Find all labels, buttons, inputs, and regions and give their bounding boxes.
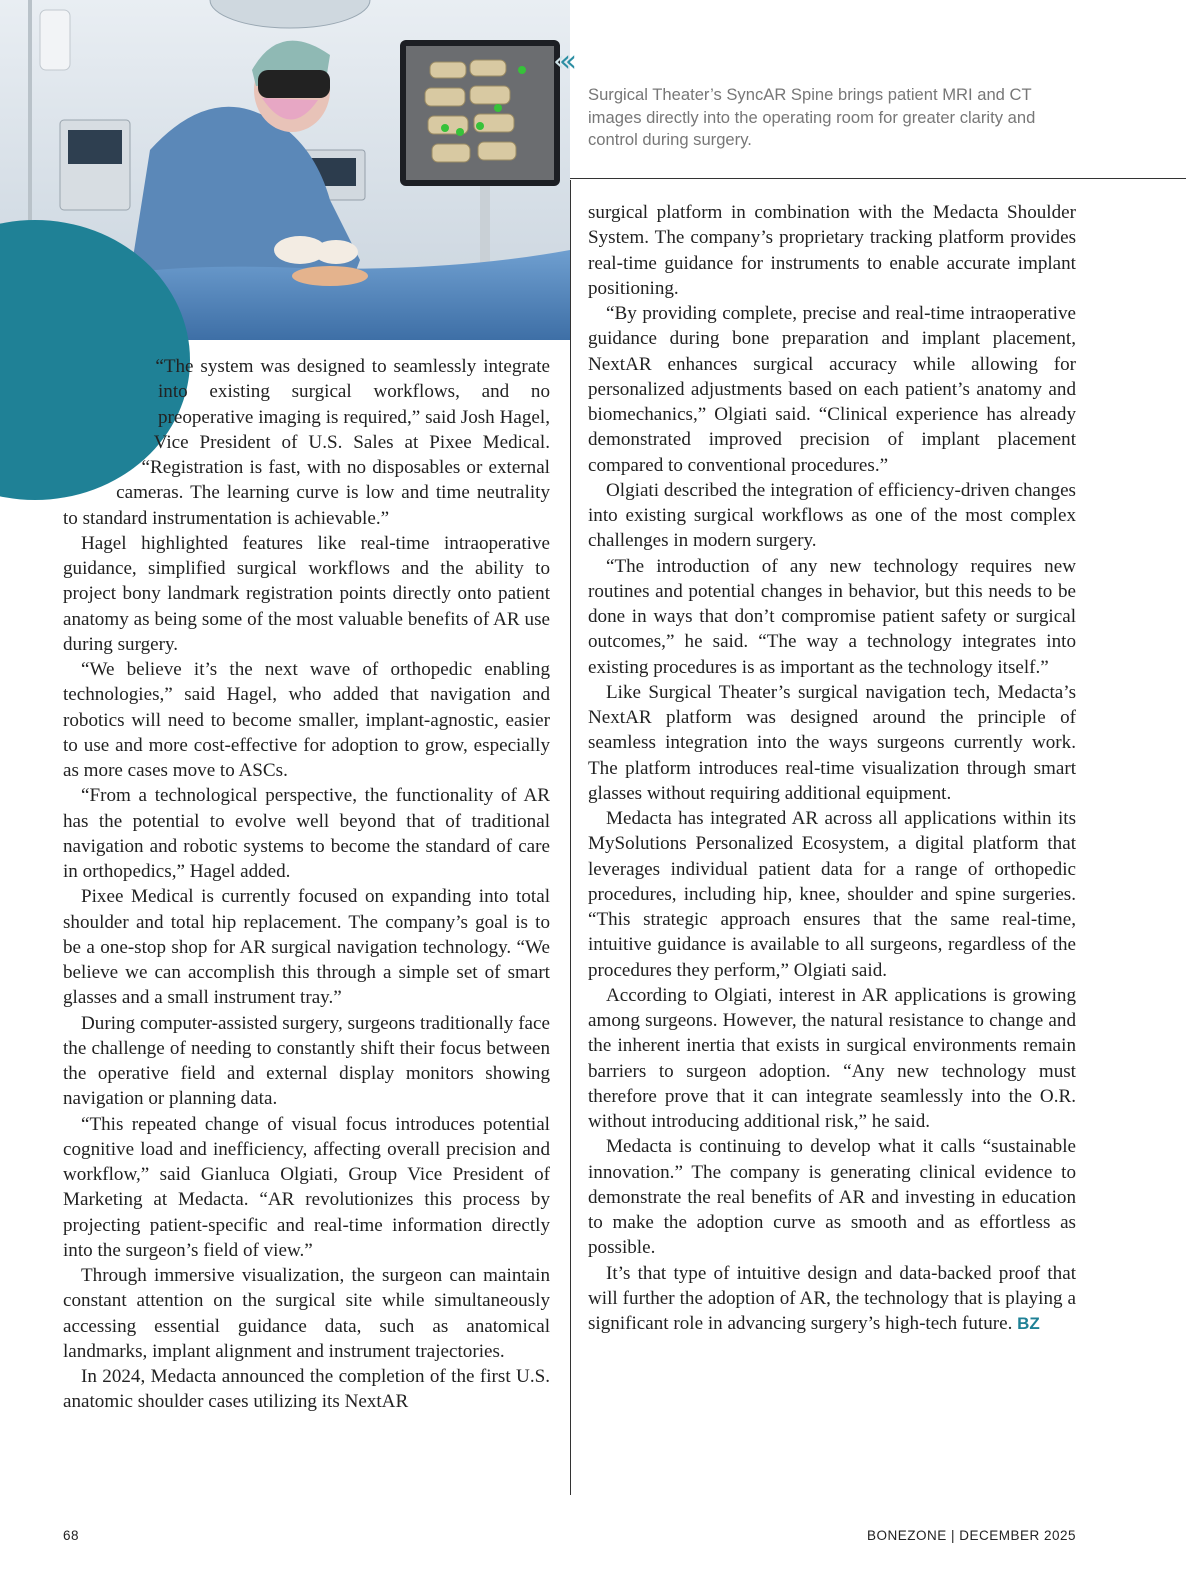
left-column xyxy=(63,354,550,1415)
final-paragraph xyxy=(588,1261,1076,1337)
caption-divider xyxy=(570,178,1186,179)
column-divider xyxy=(570,180,571,1495)
paragraph: Like Surgical Theater’s surgical navigation tech, Medacta’s NextAR platform was designed around the principle of seamless integration into the ways surgeons currently work. The platform introduces real-time visualization through smart glasses without requiring additional equipment. xyxy=(588,681,1076,804)
paragraph: According to Olgiati, interest in AR applications is growing among surgeons. However, the natural resistance to change and the inherent inertia that exists in surgical environments remain barriers to surgeon adoption. “Any new technology must therefore prove that it can integrate seamlessly into the O.R. without introducing additional risk,” he said. xyxy=(588,984,1076,1132)
paragraph-text: It’s that type of intuitive design and data-backed proof that will further the adoption of AR, the technology that is playing a significant role in advancing surgery’s high-tech future. xyxy=(588,1262,1076,1334)
chevron-left-icon: ‹ xyxy=(553,44,559,79)
paragraph: Olgiati described the integration of efficiency-driven changes into existing surgical workflows as one of the most complex challenges in modern surgery. xyxy=(588,479,1076,552)
publication-footer: BONEZONE | DECEMBER 2025 xyxy=(866,1528,1076,1543)
chevron-left-icon: ‹ xyxy=(565,44,571,79)
end-mark-logo: BZ xyxy=(1017,1314,1040,1333)
paragraph: “From a technological perspective, the functionality of AR has the potential to evolve well beyond that of traditional navigation and robotic systems to become the standard of care in orthopedics,” Hagel added. xyxy=(63,785,550,882)
paragraph: In 2024, Medacta announced the completion of the first U.S. anatomic shoulder cases utilizing its NextAR xyxy=(63,1366,550,1413)
paragraph: “The system was designed to seamlessly integrate into existing surgical workflows, and no preoperative imaging is required,” said Josh Hagel, Vice President of U.S. Sales at Pixee Medical. “Registration is fast, with no disposables or external cameras. The learning curve is low and time neutrality to standard instrumentation is achievable.” xyxy=(63,356,550,529)
paragraph: Hagel highlighted features like real-time intraoperative guidance, simplified surgical workflows and the ability to project bony landmark registration points directly onto patient anatomy as being some of the most valuable benefits of AR use during surgery. xyxy=(63,532,550,655)
paragraph: “The introduction of any new technology requires new routines and potential changes in behavior, but this needs to be done in ways that don’t compromise patient safety or surgical outcomes,” he said. “The way a technology integrates into existing procedures is as important as the technology itself.” xyxy=(588,555,1076,678)
photo-caption: Surgical Theater’s SyncAR Spine brings patient MRI and CT images directly into the operating room for greater clarity and control during surgery. xyxy=(588,85,1036,149)
paragraph: surgical platform in combination with the Medacta Shoulder System. The company’s proprietary tracking platform provides real-time guidance for instruments to enable accurate implant positioning. xyxy=(588,202,1076,299)
chevron-left-icon: ‹ xyxy=(559,44,565,79)
paragraph: “By providing complete, precise and real-time intraoperative guidance during bone preparation and implant placement, NextAR enhances surgical accuracy while allowing for personalized adjustments based on each patient’s anatomy and biomechanics,” Olgiati said. “Clinical experience has already demonstrated improved precision of implant placement compared to conventional procedures.” xyxy=(588,303,1076,476)
right-column xyxy=(588,200,1076,1336)
paragraph: Medacta is continuing to develop what it calls “sustainable innovation.” The company is generating clinical evidence to demonstrate the real benefits of AR and investing in education to make the adoption curve as smooth and as effortless as possible. xyxy=(588,1136,1076,1259)
paragraph: Medacta has integrated AR across all applications within its MySolutions Personalized Ecosystem, a digital platform that leverages individual patient data for a range of orthopedic procedures, including hip, knee, shoulder and spine surgeries. “This strategic approach ensures that the same real-time, intuitive guidance is available to all surgeons, regardless of the procedures they perform,” Olgiati said. xyxy=(588,808,1076,981)
paragraph: “We believe it’s the next wave of orthopedic enabling technologies,” said Hagel, who added that navigation and robotics will need to become smaller, implant-agnostic, easier to use and more cost-effective for adoption to grow, especially as more cases move to ASCs. xyxy=(63,659,550,781)
paragraph: “This repeated change of visual focus introduces potential cognitive load and inefficiency, affecting overall precision and workflow,” said Gianluca Olgiati, Group Vice President of Marketing at Medacta. “AR revolutionizes this process by projecting patient-specific and real-time information directly into the surgeon’s field of view.” xyxy=(63,1113,550,1261)
paragraph: Through immersive visualization, the surgeon can maintain constant attention on the surgical site while simultaneously accessing essential guidance data, such as anatomical landmarks, implant alignment and instrument trajectories. xyxy=(63,1265,550,1362)
paragraph: During computer-assisted surgery, surgeons traditionally face the challenge of needing to constantly shift their focus between the operative field and external display monitors showing navigation or planning data. xyxy=(63,1012,550,1110)
caption-chevrons-icon xyxy=(553,44,571,79)
page-number: 68 xyxy=(63,1528,80,1543)
paragraph: Pixee Medical is currently focused on expanding into total shoulder and total hip replacement. The company’s goal is to be a one-stop shop for AR surgical navigation technology. “We believe we can accomplish this through a simple set of smart glasses and a small instrument tray.” xyxy=(63,886,550,1009)
